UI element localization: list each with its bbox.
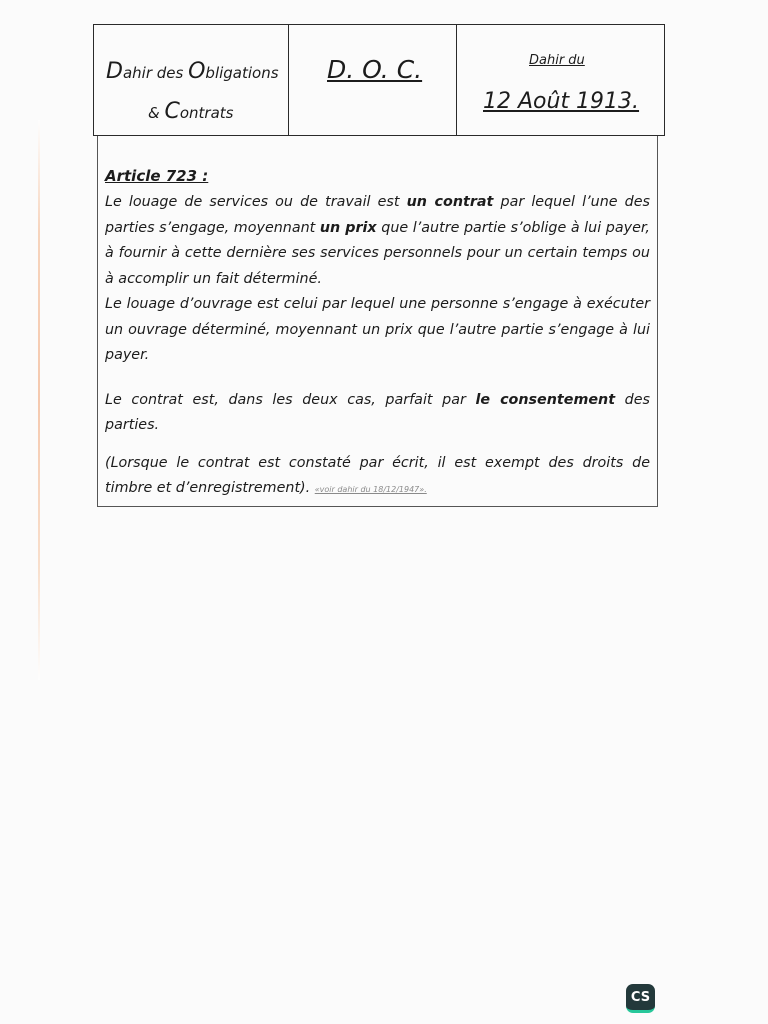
header-right-cell: [457, 25, 664, 135]
header-left-line2: & Contrats: [148, 99, 234, 124]
code-abbreviation: D. O. C.: [327, 55, 423, 84]
article-paragraph-4: (Lorsque le contrat est constaté par écrit, il est exempt des droits de timbre et d’enregistrement). «voir dahir du 18/12/1947».: [105, 454, 650, 496]
paragraph-gap: [105, 369, 650, 388]
header-left-cell: [94, 25, 289, 135]
dahir-date: 12 Août 1913.: [483, 89, 640, 114]
header-left-line1: Dahir des Obligations: [106, 59, 279, 84]
article-box: [97, 136, 658, 507]
camscanner-logo-icon: CS: [626, 984, 655, 1013]
article-title: Article 723 :: [105, 167, 209, 185]
header-center-cell: [289, 25, 457, 135]
article-paragraph-2: Le louage d’ouvrage est celui par lequel une personne s’engage à exécuter un ouvrage déterminé, moyennant un prix que l’autre partie s’engage à lui payer.: [105, 296, 650, 363]
article-paragraph-3: Le contrat est, dans les deux cas, parfait par le consentement des parties.: [105, 391, 650, 433]
article-paragraph-1: Le louage de services ou de travail est un contrat par lequel l’une des parties s’engage, moyennant un prix que l’autre partie s’oblige à lui payer, à fournir à cette dernière ses services personnels pour un certain temps ou à accomplir un fait déterminé.: [105, 194, 650, 287]
dahir-label: Dahir du: [529, 53, 585, 68]
dahir-reference: «voir dahir du 18/12/1947».: [314, 485, 427, 494]
paragraph-gap: [105, 439, 650, 451]
scan-edge-artifact: [38, 120, 40, 680]
header-table: [93, 24, 665, 136]
